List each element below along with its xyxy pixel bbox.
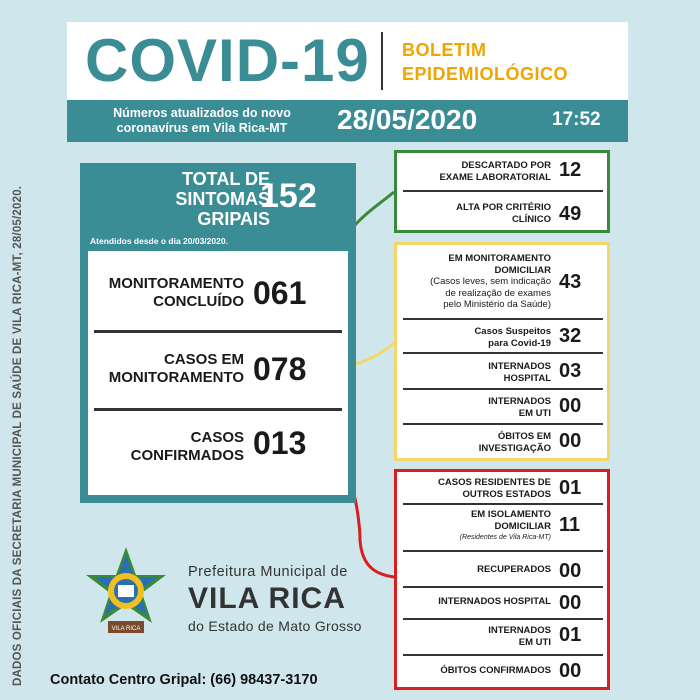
row-separator [403, 586, 603, 588]
total-label-line1: TOTAL DE [181, 169, 270, 189]
row-separator [94, 408, 342, 411]
logo-line1: Prefeitura Municipal de [188, 564, 348, 580]
row-value: 32 [559, 325, 582, 347]
row-label-line2: INVESTIGAÇÃO [478, 442, 551, 454]
row-value: 00 [559, 560, 582, 582]
row-separator [403, 190, 603, 192]
row-casos-confirmados [88, 417, 348, 487]
row-label: ÓBITOS CONFIRMADOS [440, 665, 551, 676]
row-value: 078 [253, 351, 307, 387]
row-separator [403, 550, 603, 552]
city-emblem-icon [78, 545, 174, 641]
row-label-line1: INTERNADOS [488, 396, 551, 407]
row-monitoramento-concluido [88, 259, 348, 329]
row-label [401, 361, 551, 384]
row-label [94, 429, 244, 465]
row-separator [94, 330, 342, 333]
box-descartados [394, 150, 610, 233]
row-value: 00 [559, 395, 582, 417]
row-value: 013 [253, 425, 307, 461]
row-value: 00 [559, 430, 582, 452]
row-label-line2: EXAME LABORATORIAL [439, 171, 551, 183]
row-separator [403, 654, 603, 656]
row-label-line1: DESCARTADO POR [461, 160, 551, 171]
update-date: 28/05/2020 [337, 104, 478, 135]
row-label-line1: ALTA POR CRITÉRIO [456, 202, 551, 213]
row-label-line2: MONITORAMENTO [108, 369, 244, 386]
total-label [120, 169, 270, 229]
row-separator [403, 352, 603, 354]
row-label [94, 351, 244, 387]
row-label-line1: INTERNADOS [488, 625, 551, 636]
row-value: 00 [559, 592, 582, 614]
row-separator [403, 618, 603, 620]
row-label-line1: MONITORAMENTO [108, 275, 244, 292]
row-label-line1: CASOS RESIDENTES DE [438, 477, 551, 488]
row-sub-line3: pelo Ministério da Saúde) [443, 299, 551, 310]
row-casos-monitoramento [88, 339, 348, 409]
update-time: 17:52 [552, 109, 601, 130]
row-label [401, 477, 551, 500]
total-note: Atendidos desde o dia 20/03/2020. [90, 236, 228, 246]
row-label-line2: EM UTI [518, 636, 551, 648]
row-value: 01 [559, 624, 582, 646]
row-label-line2: CLÍNICO [511, 213, 551, 225]
row-note: (Residentes de Vila Rica-MT) [459, 534, 551, 541]
side-official-note: DADOS OFICIAIS DA SECRETARIA MUNICIPAL DE SAÚDE DE VILA RICA-MT, 28/05/2020. [12, 185, 24, 686]
row-separator [403, 388, 603, 390]
boletim-line2: EPIDEMIOLÓGICO [402, 64, 569, 84]
logo-line3: do Estado de Mato Grosso [188, 618, 362, 634]
row-label-line2: CONFIRMADOS [130, 447, 244, 464]
row-label: RECUPERADOS [477, 564, 551, 575]
row-label [401, 326, 551, 349]
row-label-line2: CONCLUÍDO [153, 293, 244, 310]
row-label [401, 396, 551, 419]
total-label-line3: GRIPAIS [197, 209, 270, 229]
total-panel [80, 163, 356, 503]
update-desc-line2: coronavírus em Vila Rica-MT [116, 121, 288, 135]
row-separator [403, 503, 603, 505]
row-label [401, 202, 551, 225]
row-value: 43 [559, 271, 582, 293]
row-separator [403, 423, 603, 425]
row-label-line1: INTERNADOS [488, 361, 551, 372]
row-separator [403, 318, 603, 320]
row-label-line1: EM ISOLAMENTO [470, 509, 551, 520]
contact-info: Contato Centro Gripal: (66) 98437-3170 [50, 672, 318, 688]
row-label [401, 431, 551, 454]
row-sub-line2: de realização de exames [445, 287, 551, 299]
row-value: 01 [559, 477, 582, 499]
row-label-line2: DOMICILIAR [494, 264, 551, 276]
row-label-line1: CASOS EM [163, 351, 244, 368]
total-value: 152 [260, 177, 317, 215]
row-label [401, 160, 551, 183]
row-value: 12 [559, 159, 582, 181]
row-value: 061 [253, 275, 307, 311]
total-label-line2: SINTOMAS [175, 189, 270, 209]
row-label-line1: EM MONITORAMENTO [448, 253, 551, 264]
row-label [94, 275, 244, 311]
emblem-banner-text: VILA RICA [111, 626, 141, 632]
status-summary [88, 251, 348, 495]
row-label-line2: EM UTI [518, 407, 551, 419]
row-label [401, 253, 551, 311]
row-label-line2: DOMICILIAR [494, 520, 551, 532]
page-title: COVID-19 [85, 27, 370, 94]
row-label-line2: para Covid-19 [488, 337, 551, 349]
row-sub-line1: (Casos leves, sem indicação [430, 276, 551, 287]
box-confirmados [394, 469, 610, 690]
box-monitoramento [394, 242, 610, 461]
row-label: INTERNADOS HOSPITAL [438, 596, 551, 607]
row-label [401, 625, 551, 648]
update-desc-line1: Números atualizados do novo [113, 106, 291, 120]
row-label-line1: Casos Suspeitos [474, 326, 551, 337]
row-label-line1: CASOS [190, 429, 244, 446]
row-label [401, 509, 551, 544]
row-label-line2: OUTROS ESTADOS [462, 488, 551, 500]
row-value: 49 [559, 203, 582, 225]
row-label-line2: HOSPITAL [503, 372, 551, 384]
logo-line2: VILA RICA [188, 582, 346, 615]
row-value: 00 [559, 660, 582, 682]
row-label-line1: ÓBITOS EM [497, 431, 551, 442]
row-value: 11 [559, 514, 581, 536]
boletim-line1: BOLETIM [402, 40, 487, 60]
row-value: 03 [559, 360, 582, 382]
